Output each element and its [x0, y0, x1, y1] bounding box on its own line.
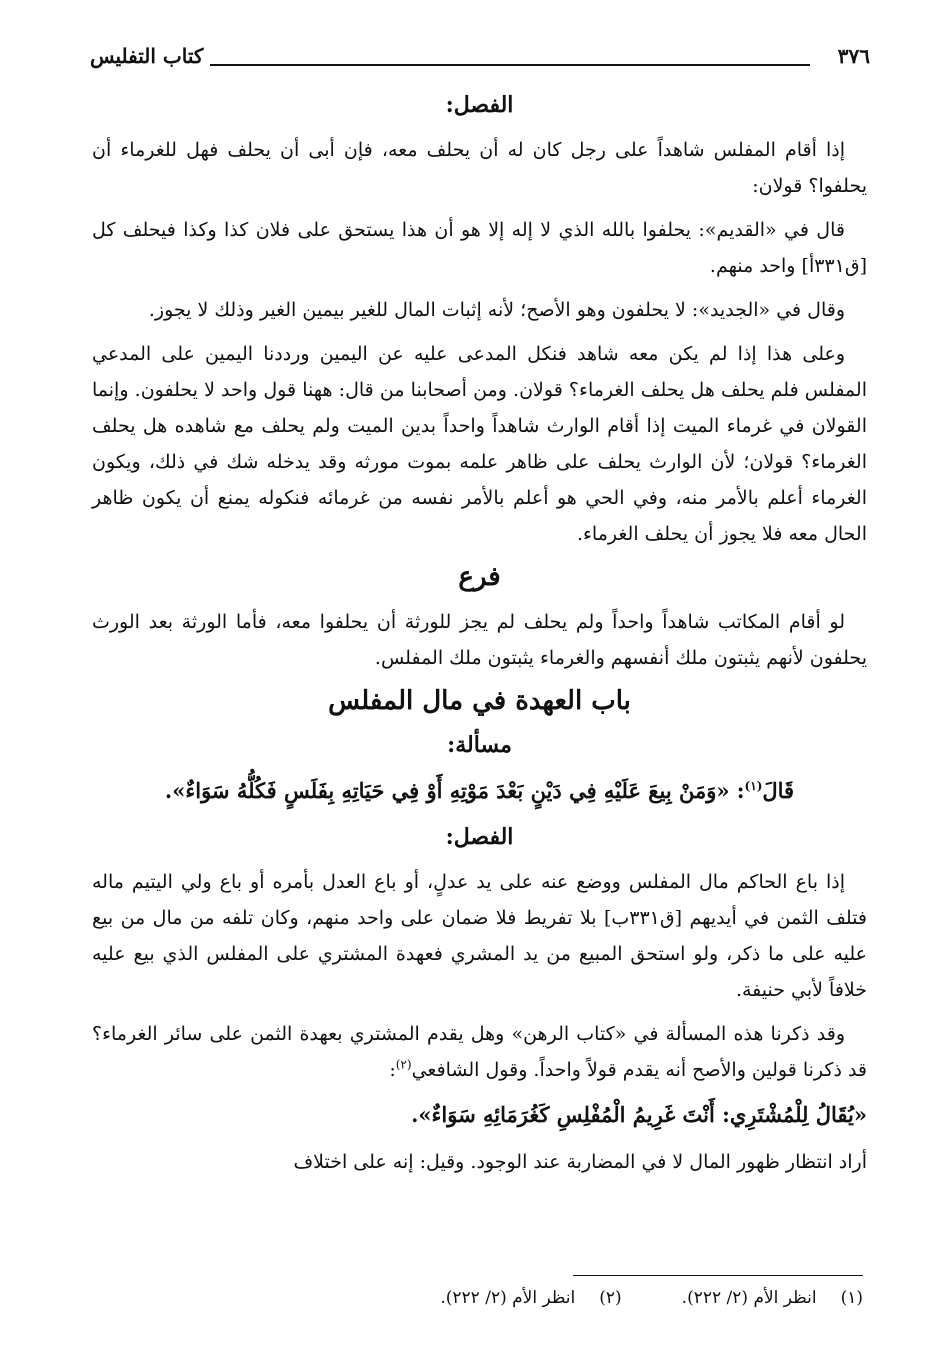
footnote-ref-1[interactable]: (١) [744, 779, 763, 793]
footnote-ref-2[interactable]: (٢) [395, 1057, 412, 1072]
page-number: ٣٧٦ [837, 44, 870, 68]
paragraph-8: أراد انتظار ظهور المال لا في المضاربة عند الوجود. وقيل: إنه على اختلاف [293, 1151, 867, 1173]
paragraph-7-text: وقد ذكرنا هذه المسألة في «كتاب الرهن» وهل يقدم المشتري بعهدة الثمن على سائر الغرماء؟ قد ذكرنا قولين والأصح أنه يقدم قولاً واحداً. وقول الشافعي [92, 1023, 867, 1081]
footnote-1-text: انظر الأم (٢/ ٢٢٢). [681, 1288, 817, 1308]
header-rule [210, 64, 810, 66]
branch-heading: فرع [458, 562, 501, 592]
paragraph-1: إذا أقام المفلس شاهداً على رجل كان له أن يحلف معه، فإن أبى أن يحلف فهل للغرماء أن يحلفوا؟ قولان: [92, 139, 867, 197]
page-header [90, 40, 870, 80]
book-title: كتاب التفليس [90, 44, 204, 68]
paragraph-3: وقال في «الجديد»: لا يحلفون وهو الأصح؛ لأنه إثبات المال للغير بيمين الغير وذلك لا يجوز. [148, 299, 845, 321]
shafii-quote-2: «يُقَالُ لِلْمُشْتَرِي: أَنْتَ غَرِيمُ الْمُفْلِسِ كَغُرَمَائِهِ سَوَاءٌ». [411, 1102, 867, 1127]
issue-heading: مسألة: [447, 732, 512, 758]
quote-1-prefix: قَالَ [762, 778, 795, 803]
paragraph-6: إذا باع الحاكم مال المفلس ووضع عنه على يد عدلٍ، أو باع العدل بأمره أو باع ولي اليتيم ماله فتلف الثمن في أيديهم [ق٣٣١ب] بلا تفريط فلا ضمان على واحد منهم، وكان تلفه من مال من بيع عليه على ما ذكر، ولو استحق المبيع من يد المشري فعهدة المشتري على المفلس الذي بيع عليه خلافاً لأبي حنيفة. [92, 871, 867, 1001]
page-body [92, 88, 867, 1188]
quote-1-text: : «وَمَنْ بِيعَ عَلَيْهِ فِي دَيْنٍ بَعْدَ مَوْتِهِ أَوْ فِي حَيَاتِهِ بِفَلَسٍ فَكُلُّهُ سَوَاءٌ». [164, 778, 745, 803]
footnote-2-text: انظر الأم (٢/ ٢٢٢). [440, 1288, 576, 1308]
footnotes [263, 1288, 863, 1308]
paragraph-5: لو أقام المكاتب شاهداً واحداً ولم يحلف لم يجز للورثة أن يحلفوا معه، فأما الورثة بعد الورث يحلفون لأنهم يثبتون ملك أنفسهم والغرماء يثبتون ملك المفلس. [92, 611, 867, 669]
paragraph-7 [92, 1016, 867, 1088]
paragraph-4: وعلى هذا إذا لم يكن معه شاهد فنكل المدعى عليه عن اليمين ورددنا اليمين على المدعي المفلس فلم يحلف هل يحلف الغرماء؟ قولان. ومن أصحابنا من قال: ههنا قول واحد لا يحلفون. وإنما القولان في غرماء الميت إذا أقام الوارث شاهداً واحداً بدين الميت ولم يحلف مع شاهده هل يحلف الغرماء؟ قولان؛ لأن الوارث يحلف على ظاهر علمه بموت مورثه وقد يدخله شك في ذلك، ويكون الغرماء أعلم بالأمر منه، وفي الحي هو أعلم بالأمر نفسه من غرمائه فنكوله يمنع أن يكون ظاهر الحال معه فلا يجوز أن يحلف الغرماء. [92, 343, 867, 545]
footnote-rule [573, 1275, 863, 1276]
section-heading-1: الفصل: [445, 92, 514, 118]
chapter-heading: باب العهدة في مال المفلس [328, 686, 631, 716]
footnote-1-number: (١) [840, 1288, 863, 1308]
section-heading-2: الفصل: [445, 824, 514, 850]
paragraph-2: قال في «القديم»: يحلفوا بالله الذي لا إله إلا هو أن هذا يستحق على فلان كذا وكذا فيحلف كل [ق٣٣١أ] واحد منهم. [92, 219, 867, 277]
footnote-2 [440, 1288, 621, 1308]
footnote-2-number: (٢) [599, 1288, 622, 1308]
shafii-quote-1 [92, 772, 867, 810]
paragraph-7-end: : [389, 1059, 396, 1081]
footnote-1 [682, 1288, 863, 1308]
